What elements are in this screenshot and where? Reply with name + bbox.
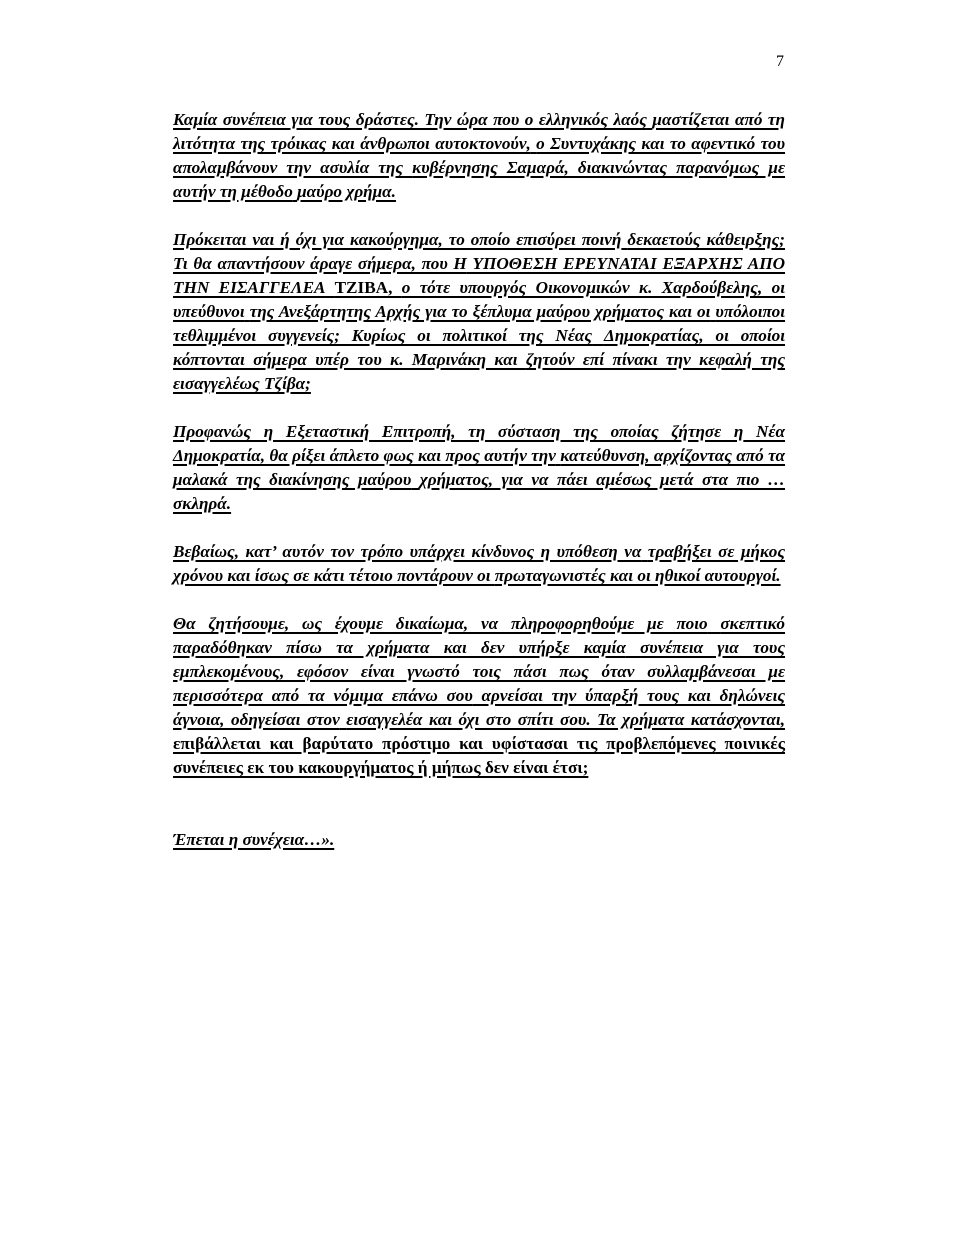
document-body bbox=[173, 108, 785, 852]
closing-line: Έπεται η συνέχεια…». bbox=[173, 830, 335, 849]
text-run: ΤΖΙΒΑ, bbox=[334, 278, 402, 297]
text-run: Νέα Δημοκρατία, θα ρίξει άπλετο φως και προς αυτήν την bbox=[173, 422, 785, 465]
text-run: επιβάλλεται και βαρύτατο πρόστιμο και υφίστασαι τις προβλεπόμενες bbox=[173, 734, 716, 753]
text-run: Πρόκειται ναι ή όχι για κακούργημα, το οποίο επισύρει ποινή bbox=[173, 230, 622, 249]
text-run: ζητούν επί πίνακι την κεφαλή της εισαγγελέως Τζίβα; bbox=[173, 350, 785, 393]
text-run: Καμία συνέπεια για τους δράστες. Την ώρα που ο ελληνικός λαός bbox=[173, 110, 647, 129]
text-run: δεκαετούς κάθειρξης; Τι θα απαντήσουν άραγε σήμερα, που Η bbox=[173, 230, 785, 273]
text-run: της Ανεξάρτητης Αρχής για το ξέπλυμα μαύρου χρήματος και οι bbox=[249, 302, 711, 321]
page-number: 7 bbox=[776, 53, 784, 70]
text-run: τραβήξει σε μήκος χρόνου και ίσως σε κάτι τέτοιο ποντάρουν οι bbox=[173, 542, 785, 585]
paragraph-list bbox=[173, 108, 785, 780]
paragraph bbox=[173, 540, 785, 588]
text-run: κατεύθυνση, αρχίζοντας από τα μαλακά της διακίνησης μαύρου bbox=[173, 446, 786, 489]
text-run: όταν συλλαμβάνεσαι με περισσότερα από τα νόμιμα επάνω σου bbox=[173, 662, 786, 705]
paragraph bbox=[173, 420, 785, 516]
text-run: Θα ζητήσουμε, ως έχουμε δικαίωμα, να πληροφορηθούμε με ποιο bbox=[173, 614, 708, 633]
text-run: ο τότε υπουργός Οικονομικών κ. Χαρδούβελης, οι υπεύθυνοι bbox=[173, 278, 785, 321]
text-run: εισαγγελέα και όχι στο σπίτι σου. Τα χρήματα κατάσχονται, bbox=[346, 710, 785, 729]
text-run: μαύρο χρήμα. bbox=[297, 182, 396, 201]
paragraph bbox=[173, 612, 785, 780]
text-run: ο Συντυχάκης και το αφεντικό του απολαμβάνουν την ασυλία της bbox=[173, 134, 786, 177]
text-run: ΥΠΟΘΕΣΗ ΕΡΕΥΝΑΤΑΙ ΕΞΑΡΧΗΣ ΑΠΟ ΤΗΝ ΕΙΣΑΓΓΕΛΕΑ bbox=[173, 254, 785, 297]
text-run: υπόλοιποι τεθλιμμένοι συγγενείς; Κυρίως οι πολιτικοί της Νέας bbox=[173, 302, 786, 345]
text-run: κυβέρνησης Σαμαρά, διακινώντας παρανόμως με αυτήν τη μέθοδο bbox=[173, 158, 786, 201]
paragraph bbox=[173, 228, 785, 396]
text-run: μαστίζεται από τη λιτότητα της τρόικας και άνθρωποι αυτοκτονούν, bbox=[173, 110, 785, 153]
text-run: Βεβαίως, κατ’ αυτόν τον τρόπο υπάρχει κίνδυνος η υπόθεση να bbox=[173, 542, 642, 561]
text-run: Δημοκρατίας, οι οποίοι κόπτονται σήμερα υπέρ του κ. Μαρινάκη και bbox=[173, 326, 785, 369]
text-run: αρνείσαι την ύπαρξή τους και δηλώνεις άγνοια, οδηγείσαι στον bbox=[173, 686, 786, 729]
text-run: ποινικές συνέπειες εκ του κακουργήματος ή μήπως δεν είναι έτσι; bbox=[173, 734, 785, 777]
text-run: σκεπτικό παραδόθηκαν πίσω τα χρήματα και δεν υπήρξε καμία bbox=[173, 614, 785, 657]
text-run: χρήματος, για να πάει αμέσως μετά στα πιο … σκληρά. bbox=[173, 470, 785, 513]
text-run: συνέπεια για τους εμπλεκομένους, εφόσον είναι γνωστό τοις πάσι πως bbox=[173, 638, 785, 681]
text-run: Προφανώς η Εξεταστική Επιτροπή, τη σύσταση της οποίας ζήτησε η bbox=[173, 422, 744, 441]
paragraph bbox=[173, 108, 785, 204]
text-run: πρωταγωνιστές και οι ηθικοί αυτουργοί. bbox=[494, 566, 781, 585]
